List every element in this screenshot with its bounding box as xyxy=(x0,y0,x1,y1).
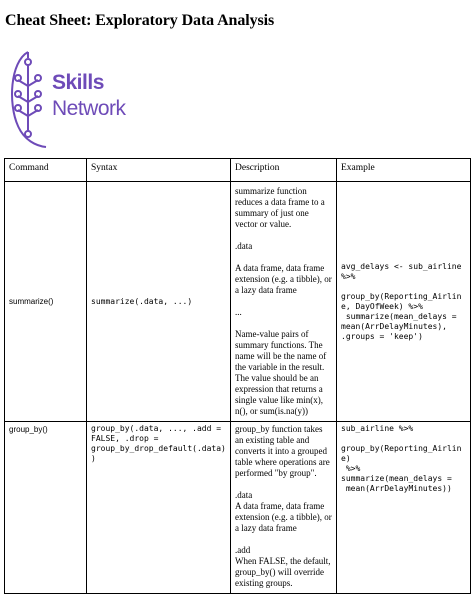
command-cell: group_by() xyxy=(5,422,87,594)
description-cell xyxy=(231,422,337,594)
syntax-cell: summarize(.data, ...) xyxy=(87,182,231,422)
header-description: Description xyxy=(231,159,337,182)
logo-line-network: Network xyxy=(52,97,126,120)
command-cell: summarize() xyxy=(5,182,87,422)
description-paragraph: group_by function takes an existing table and converts it into a grouped table where operations are performed "by group". xyxy=(235,424,330,478)
header-example: Example xyxy=(337,159,471,182)
cheat-sheet-table xyxy=(4,158,471,594)
header-command: Command xyxy=(5,159,87,182)
description-paragraph: .data A data frame, data frame extension (e.g. a tibble), or a lazy data frame xyxy=(235,490,332,533)
table-row xyxy=(5,422,471,594)
syntax-cell: group_by(.data, ..., .add = FALSE, .drop = group_by_drop_default(.data)) xyxy=(87,422,231,594)
description-paragraph: A data frame, data frame extension (e.g. a tibble), or a lazy data frame xyxy=(235,263,332,295)
table-header-row xyxy=(5,159,471,182)
logo-line-skills: Skills xyxy=(52,71,104,94)
page-title: Cheat Sheet: Exploratory Data Analysis xyxy=(5,12,275,29)
table-row xyxy=(5,182,471,422)
description-paragraph: Name-value pairs of summary functions. The name will be the name of the variable in the result. The value should be an expression that returns a single value like min(x), n(), or sum(is.na(y)) xyxy=(235,329,327,416)
example-cell: sub_airline %>% group_by(Reporting_Airline) %>% summarize(mean_delays = mean(ArrDelayMinutes)) xyxy=(337,422,471,594)
description-paragraph: .data xyxy=(235,241,253,251)
example-cell: avg_delays <- sub_airline %>% group_by(Reporting_Airline, DayOfWeek) %>% summarize(mean_delays = mean(ArrDelayMinutes), .groups = 'keep') xyxy=(337,182,471,422)
description-paragraph: summarize function reduces a data frame to a summary of just one vector or value. xyxy=(235,186,325,229)
description-paragraph: ... xyxy=(235,307,242,317)
description-paragraph: .add When FALSE, the default, group_by() will override existing groups. xyxy=(235,545,331,588)
header-syntax: Syntax xyxy=(87,159,231,182)
logo-wordmark xyxy=(52,70,126,122)
description-cell xyxy=(231,182,337,422)
